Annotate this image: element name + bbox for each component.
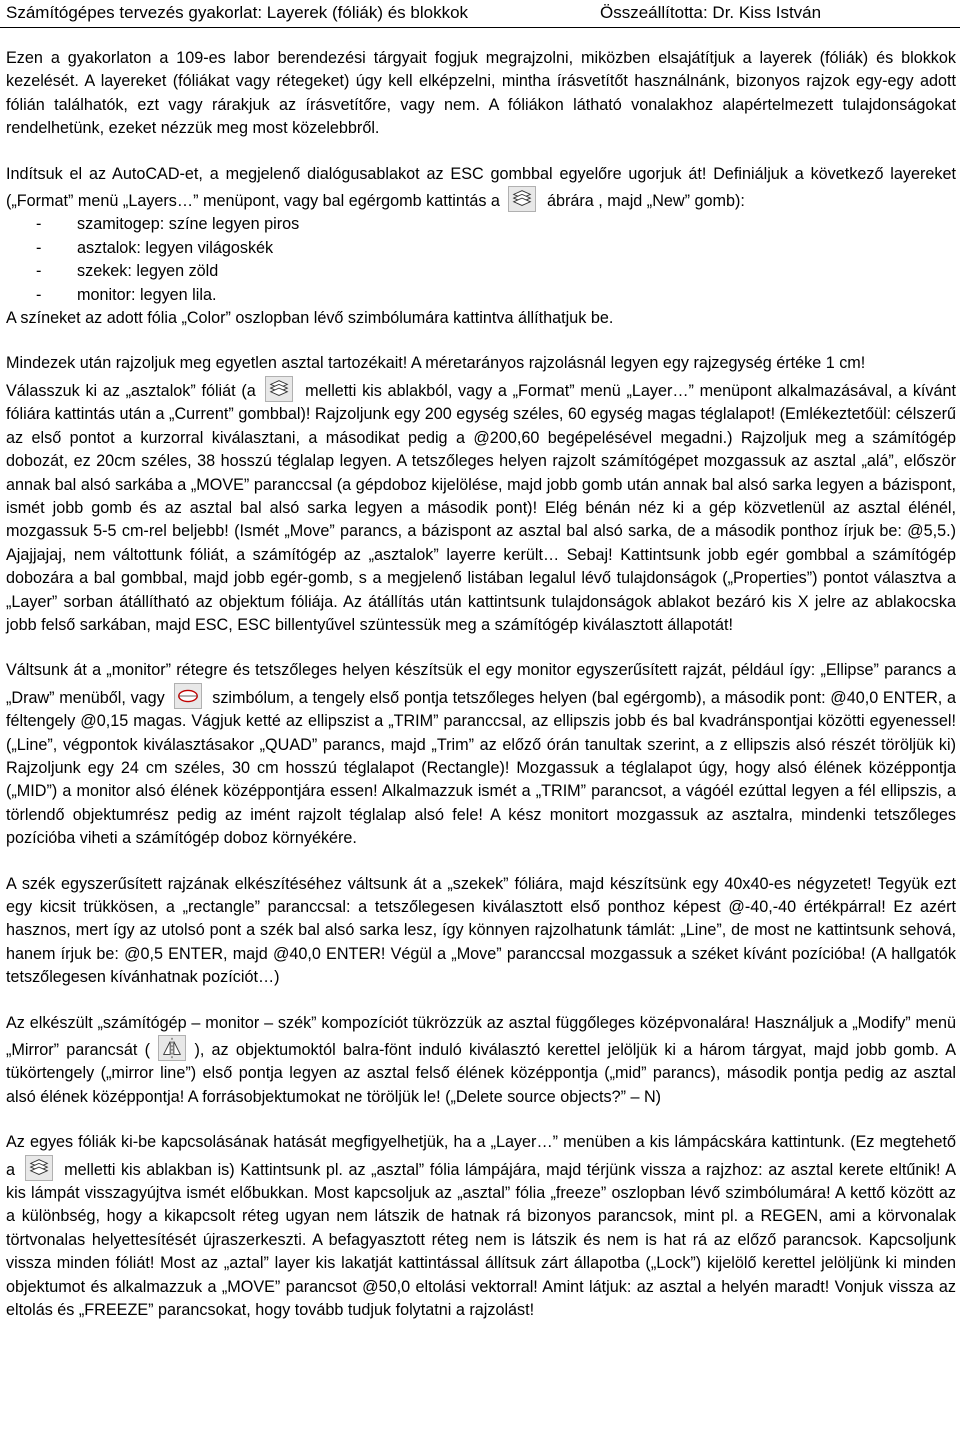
paragraph-text: melletti kis ablakból, vagy a „Format” menü „Layer…” menüpont alkalmazásával, a kívánt fóliára kattintás után a „Current” gombbal)! Rajzoljunk egy 200 egység széles, 60 egység magas téglalapot! (Emlékeztetőül: célszerű az első pontot a kurzorral kiválasztani, a másodikat pedig a @200,60 begépelésével megadni.) Rajzoljuk meg a számítógép dobozát, ez 20cm széles, 38 hosszú téglalap legyen. A tetszőleges helyen rajzolt számítógépet mozgassuk az asztal „alá”, először annak bal alsó sarkába a „MOVE” paranccsal (a gépdoboz kijelölése, majd jobb gomb után annak bal alsó sarka legyen a bázispont, ismét jobb gomb és az asztal bal alsó sarka legyen a második pont)! Elég bénán néz ki a gép közvetlenül az asztal élénél, mozgassuk 5-5 cm-rel beljebb! (Ismét „Move” parancs, a bázispont az asztal bal alsó sarka, de a második ponthoz írjuk be: @5,5.) Ajajjajaj, nem váltottunk fóliát, a számítógép az „asztalok” layerre került… Sebaj! Kattintsunk jobb egér gombbal a számítógép dobozára a bal gombbal, majd jobb egér-gomb, s a megjelenő listában legalul lévő tulajdonságok („Properties”) pontot választva a „Layer” sorban átállítható az objektum fóliája. Az átállítás után kattintsunk tulajdonságok ablakot bezáró kis X jelre az ablakocska jobb felső sarkában, majd ESC, ESC billentyűvel szüntessük meg a számítógép kiválasztott állapotát! [6,381,957,634]
layers-icon [508,186,536,212]
paragraph-monitor [6,659,956,850]
layers-icon [265,376,293,402]
list-item-text: monitor: legyen lila. [77,285,217,304]
paragraph-text: Váltsunk át a „monitor” rétegre és tetszőleges helyen készítsük el egy monitor egyszerűsített rajzát, például így: „Ellipse” parancs a „Draw” menüből, vagy [6,661,956,707]
list-item [6,260,956,283]
paragraph-text: Válasszuk ki az „asztalok” fóliát (a [6,381,256,400]
header-title: Számítógépes tervezés gyakorlat: Layerek (fóliák) és blokkok [6,3,469,22]
mirror-icon [158,1035,186,1061]
paragraph-colors: A színeket az adott fólia „Color” oszlopban lévő szimbólumára kattintva állíthatjuk be. [6,309,614,328]
layers-icon [25,1155,53,1181]
document-body [6,47,956,1323]
paragraph-scale: Mindezek után rajzoljuk meg egyetlen asztal tartozékait! A méretarányos rajzolásnál legyen egy rajzegység értéke 1 cm! [6,354,866,373]
list-item-text: asztalok: legyen világoskék [77,238,274,257]
paragraph-intro: Ezen a gyakorlaton a 109-es labor berendezési tárgyait fogjuk megrajzolni, miközben elsajátítjuk a layerek (fóliák) és blokkok kezelését. A layereket (fóliákat vagy rétegeket) úgy kell elképzelni, mintha írásvetítőt használnánk, bizonyos rajzok egy-egy adott fólián találhatók, ezt vagy rárakjuk az írásvetítőre, vagy nem. A fóliákon látható vonalakhoz alapértelmezett tulajdonságokat rendelhetünk, ezeket nézzük meg most közelebbről. [6,49,956,138]
list-item-text: szamitogep: színe legyen piros [77,215,300,234]
list-dash: - [36,262,42,281]
paragraph-text: Az elkészült „számítógép – monitor – szék” kompozíciót tükrözzük az asztal függőleges középvonalára! Használjuk a „Modify” menü „Mirror” parancsát ( [6,1013,956,1060]
paragraph-layer-toggle [6,1131,956,1322]
paragraph-table [6,376,956,637]
paragraph-text: Indítsuk el az AutoCAD-et, a megjelenő dialógusablakot az ESC gombbal egyelőre ugorjuk át! Definiáljuk a következő layereket („Format” menü „Layers…” menüpont, vagy bal egérgomb kattintás a [6,164,956,211]
list-item [6,213,956,236]
page-header [0,1,960,28]
list-dash: - [36,215,42,234]
paragraph-text: melletti kis ablakban is) Kattintsunk pl. az „asztal” fólia lámpájára, majd térjünk vissza a rajzhoz: az asztal kerete eltűnik! A kis lámpát visszagyújtva ismét előbukkan. Most kapcsoljuk az „asztal” fólia „freeze” oszlopban lévő szimbólumára! A kettő között az a különbség, hogy a kikapcsolt réteg ugyan nem látszik de hatnak rá bizonyos parancsok, mint pl. a REGEN, ami a körvonalak törtvonalas helyettesítését újraszerkeszti. A befagyasztott réteg nem is látszik és nem is hat rá az előző parancsok. Kapcsoljunk vissza minden fóliát! Most az „aztal” layer kis lakatját kattintással állítsuk zárt állapotba („Lock”) kijelölő kerettel jelöljünk ki minden objektumot és alkalmazzuk a „MOVE” parancsot @50,0 eltolási vektorral! Amint látjuk: az asztal a helyén maradt! Vonjuk vissza az eltolás és „FREEZE” parancsokat, hogy tovább tudjuk folytatni a rajzolást! [6,1160,957,1320]
list-item [6,284,956,307]
paragraph-mirror [6,1012,956,1110]
paragraph-text: ábrára , majd „New” gomb): [546,192,745,211]
ellipse-icon [174,683,202,709]
paragraph-text: Az egyes fóliák ki-be kapcsolásának hatását megfigyelhetjük, ha a „Layer…” menüben a kis lámpácskára kattintunk. (Ez megtehető a [6,1133,956,1179]
paragraph-layers-define [6,163,956,214]
list-item-text: szekek: legyen zöld [77,262,219,281]
list-dash: - [36,285,42,304]
paragraph-chair: A szék egyszerűsített rajzának elkészítéséhez váltsunk át a „szekek” fóliára, majd készítsünk egy 40x40-es négyzetet! Tegyük ezt egy kicsit trükkösen, a „rectangle” paranccsal: a tetszőlegesen kiválasztott első ponthoz képest @-40,-40 értékpárral! Ez azért hasznos, mert így az utolsó pont a szék bal alsó sarka lesz, így könnyen rajzolhatunk támlát: „Line”, de most ne kattintsunk sehová, hanem írjuk be: @0,5 ENTER, majd @40,0 ENTER! Végül a „Move” paranccsal mozgassuk a széket kívánt pozícióba! (A hallgatók tetszőlegesen kívánhatnak pozíciót…) [6,874,956,987]
list-item [6,237,956,260]
list-dash: - [36,238,42,257]
paragraph-text: ), az objektumoktól balra-fönt induló kiválasztó kerettel jelöljük ki a három tárgyat, majd jobb gomb. A tükörtengely („mirror line”) első pontja legyen az asztal felső élének középpontja („mid” parancs), második pontja pedig az asztal alsó élének középpontja! A forrásobjektumokat ne töröljük le! („Delete source objects?” – N) [6,1041,957,1106]
paragraph-text: szimbólum, a tengely első pontja tetszőleges helyen (bal egérgomb), a második pont: @40,0 ENTER, a féltengely @0,15 magas. Vágjuk ketté az ellipszist a „TRIM” paranccsal, az ellipszis jobb és bal kvadránspontjai közötti egyenessel! („Line”, végpontok kiválasztásakor „QUAD” parancs, majd „Trim” az előző órán tanultak szerint, a z ellipszis alsó részét töröljük ki) Rajzoljunk egy 24 cm széles, 30 cm hosszú téglalapot (Rectangle)! Mozgassuk a téglalapot úgy, hogy alsó élének középpontja („MID”) a monitor alsó élének középpontjára essen! Alkalmazzuk ismét a „TRIM” parancsot, a vágóél ezúttal legyen a fél ellipszis, a törlendő objektumrész pedig az imént rajzolt téglalap alsó fele! A kész monitort mozgassuk az asztalra, mindenki tetszőleges pozícióba viheti a számítógép doboz környékére. [6,688,957,848]
header-author: Összeállította: Dr. Kiss István [600,3,822,22]
